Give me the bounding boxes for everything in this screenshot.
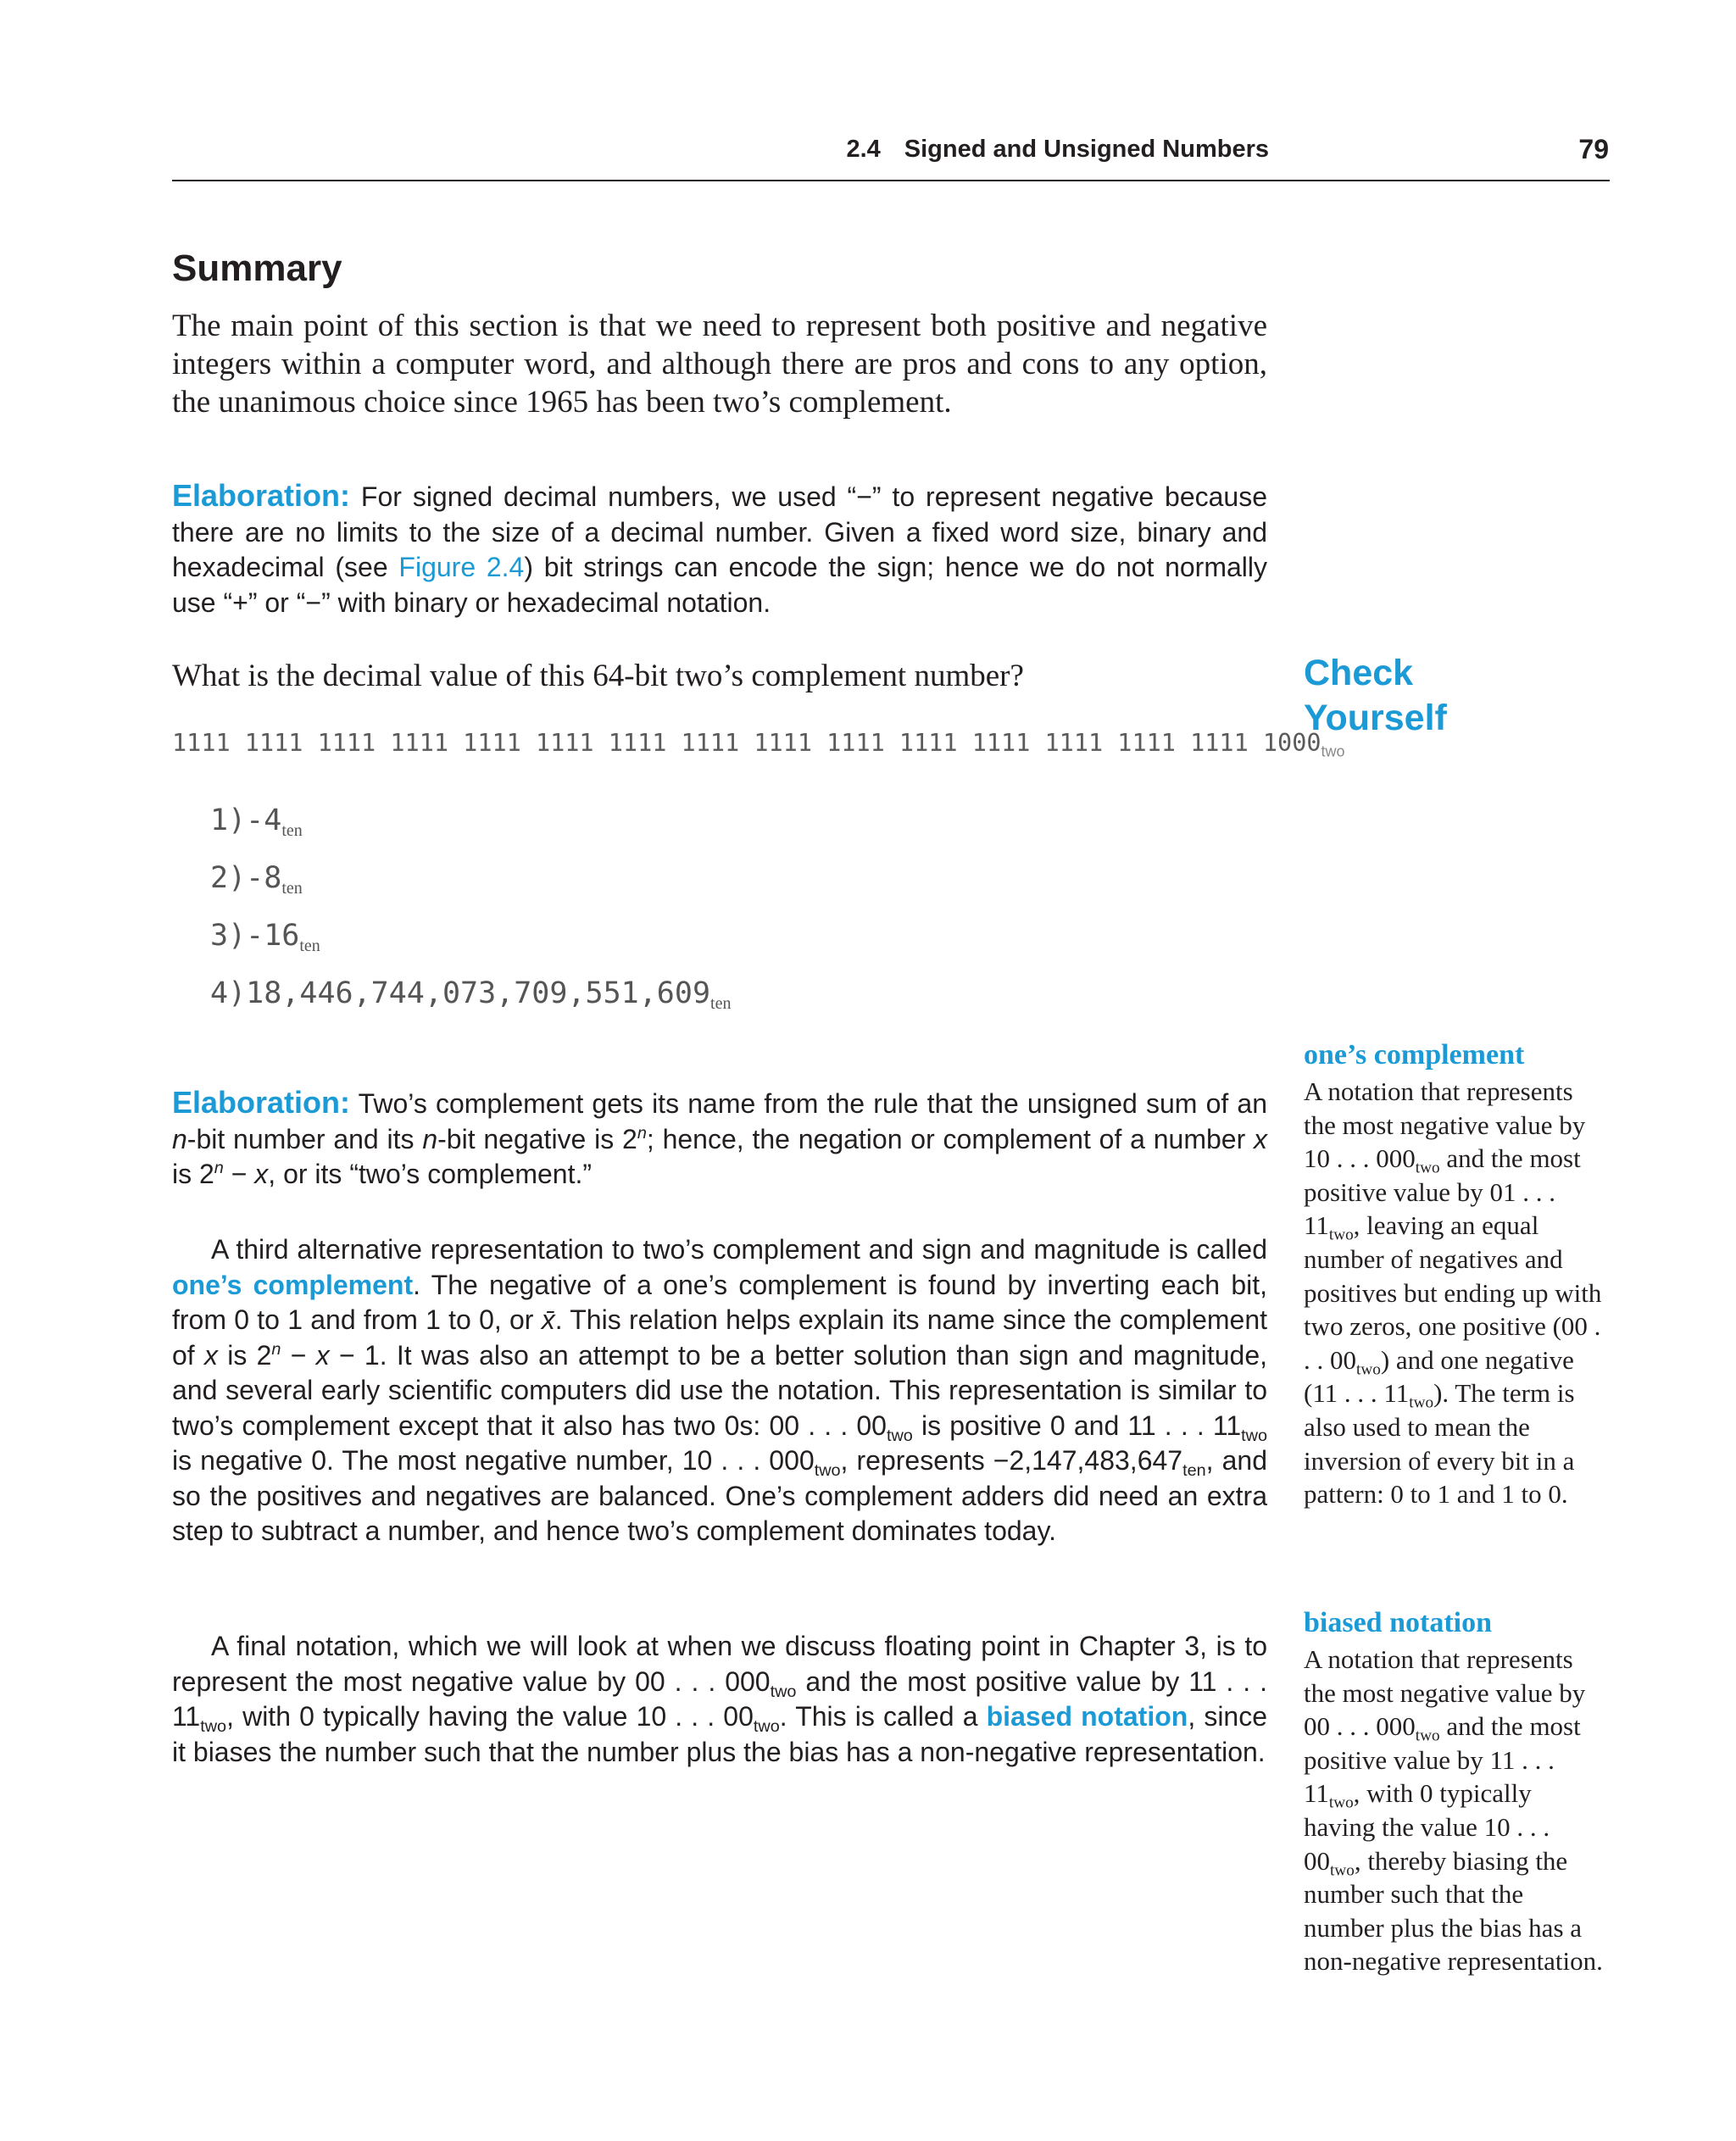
biased-notation-paragraph [172, 1629, 1267, 1770]
base-subscript: two [1409, 1394, 1434, 1413]
var-n: n [172, 1123, 187, 1154]
check-yourself-label [1304, 651, 1447, 741]
sidebar-definition-biased-notation [1304, 1643, 1609, 1978]
answer-option [210, 804, 303, 840]
text-run: , thereby biasing the number such that the number plus the bias has a non-negative representation. [1304, 1845, 1603, 1977]
base-subscript: two [1356, 1360, 1381, 1379]
text-run: ). The term is also used to mean the inversion of every bit in a pattern: 0 to 1 and 1 to 0. [1304, 1378, 1575, 1510]
text-run: . The negative of a one’s complement is found by inverting each bit, from 0 to 1 and from 1 to 0, or [172, 1269, 1268, 1335]
var-n: n [214, 1159, 224, 1178]
text-run: is 2 [217, 1339, 272, 1371]
base-subscript: two [1330, 1861, 1355, 1880]
base-subscript: ten [1182, 1460, 1206, 1480]
var-x: x [315, 1339, 330, 1371]
term-ones-complement: one’s complement [172, 1269, 414, 1300]
option-value: -4 [246, 804, 282, 837]
var-n: n [422, 1123, 438, 1154]
text-run: and the most positive value by 01 . . . 11 [1304, 1143, 1581, 1241]
term-biased-notation: biased notation [986, 1701, 1188, 1732]
check-label-line: Check [1304, 653, 1414, 693]
option-number: 2) [210, 861, 247, 895]
base-subscript: two [1321, 742, 1345, 760]
text-run: A third alternative representation to two’s complement and sign and magnitude is called [211, 1234, 1267, 1265]
var-xbar: x̄ [541, 1304, 555, 1335]
base-subscript: two [200, 1716, 227, 1736]
figure-link[interactable]: Figure 2.4 [398, 552, 525, 582]
text-run: A final notation, which we will look at when we discuss floating point in Chapter 3, is to represent the most negative value by 00 . . . 000 [172, 1631, 1267, 1697]
base-subscript: two [1328, 1226, 1354, 1245]
var-n: n [637, 1123, 647, 1143]
text-run: , represents −2,147,483,647 [840, 1445, 1183, 1476]
base-subscript: two [886, 1426, 913, 1445]
option-value: -8 [246, 861, 282, 895]
answer-option [210, 919, 320, 953]
sidebar-term-ones-complement: one’s complement [1304, 1039, 1525, 1070]
text-run: is 2 [172, 1159, 214, 1189]
summary-paragraph: The main point of this section is that we need to represent both positive and negative integers within a computer word, and although there are pros and cons to any option, the unanimous choice since 1965 has been two’s complement. [172, 309, 1267, 420]
page-number: 79 [1578, 134, 1609, 164]
var-x: x [1254, 1123, 1268, 1154]
sidebar-term-biased-notation: biased notation [1304, 1607, 1492, 1638]
elaboration-paragraph-2 [172, 1085, 1267, 1193]
elaboration-label: Elaboration: [172, 478, 351, 513]
summary-heading: Summary [172, 247, 342, 289]
base-subscript: ten [281, 821, 303, 840]
base-subscript: ten [710, 994, 732, 1013]
text-run: ; hence, the negation or complement of a number [646, 1123, 1255, 1154]
check-question: What is the decimal value of this 64-bit two’s complement number? [172, 659, 1024, 693]
base-subscript: two [1328, 1794, 1354, 1813]
elaboration-paragraph-1 [172, 478, 1267, 620]
elaboration-label: Elaboration: [172, 1085, 351, 1120]
text-run: , with 0 typically having the value 10 . . . 00 [226, 1701, 754, 1732]
running-head [846, 136, 1269, 164]
elaboration-text: For signed decimal numbers, we used “−” to represent negative because there are no limits to the size of a decimal number. Given a fixed word size, binary and hexadecimal (see [172, 481, 1267, 582]
text-run: -bit negative is 2 [437, 1123, 637, 1154]
text-run: , and so the positives and negatives are balanced. One’s complement adders did need an extra step to subtract a number, and hence two’s complement dominates today. [172, 1445, 1268, 1546]
answer-option [210, 861, 303, 898]
text-run: and the most positive value by 11 . . . 11 [172, 1666, 1268, 1732]
text-run: is positive 0 and 11 . . . 11 [912, 1410, 1242, 1441]
text-run: and the most positive value by 11 . . . 11 [1304, 1711, 1581, 1809]
text-run: A notation that represents the most negative value by 10 . . . 000 [1304, 1076, 1586, 1174]
text-run: , or its “two’s complement.” [268, 1159, 593, 1189]
text-run: ) and one negative (11 . . . 11 [1304, 1344, 1574, 1409]
option-value: -16 [246, 919, 300, 953]
text-run: , leaving an equal number of negatives and positives but ending up with two zeros, one positive (00 . . . 00 [1304, 1210, 1602, 1375]
base-subscript: two [1241, 1426, 1268, 1445]
text-run: , with 0 typically having the value 10 . . . 00 [1304, 1778, 1550, 1876]
base-subscript: two [1415, 1159, 1440, 1177]
option-number: 3) [210, 919, 247, 953]
base-subscript: two [753, 1716, 780, 1736]
var-x: x [203, 1339, 218, 1371]
option-number: 4) [210, 976, 247, 1010]
text-run: − [281, 1339, 316, 1371]
text-run: A notation that represents the most negative value by 00 . . . 000 [1304, 1644, 1586, 1742]
sidebar-definition-ones-complement [1304, 1075, 1609, 1511]
var-n: n [271, 1339, 281, 1359]
check-label-line: Yourself [1304, 698, 1447, 738]
text-run: -bit number and its [186, 1123, 423, 1154]
var-x: x [254, 1159, 269, 1189]
section-title: Signed and Unsigned Numbers [904, 136, 1269, 163]
ones-complement-paragraph [172, 1232, 1267, 1549]
base-subscript: ten [281, 879, 303, 898]
option-number: 1) [210, 804, 247, 837]
text-run: − [223, 1159, 255, 1189]
text-run: , since it biases the number such that the number plus the bias has a non-negative representation. [172, 1701, 1268, 1767]
text-run: Two’s complement gets its name from the rule that the unsigned sum of an [350, 1088, 1267, 1119]
answer-option [210, 976, 732, 1013]
section-number: 2.4 [846, 136, 881, 163]
text-run: − 1. It was also an attempt to be a better solution than sign and magnitude, and several early scientific computers did use the notation. This representation is similar to two’s complement except that it also has two 0s: 00 . . . 00 [172, 1339, 1268, 1441]
binary-number [172, 729, 1345, 760]
text-run: is negative 0. The most negative number, 10 . . . 000 [172, 1445, 815, 1476]
option-value: 18,446,744,073,709,551,609 [246, 976, 711, 1010]
text-run: . This is called a [779, 1701, 987, 1732]
base-subscript: ten [299, 937, 320, 955]
base-subscript: two [1415, 1727, 1440, 1745]
base-subscript: two [770, 1682, 797, 1701]
binary-digits: 1111 1111 1111 1111 1111 1111 1111 1111 1111 1111 1111 1111 1111 1111 1111 1000 [172, 729, 1321, 757]
text-run: . This relation helps explain its name since the complement of [172, 1304, 1268, 1371]
base-subscript: two [814, 1460, 841, 1480]
elaboration-text: ) bit strings can encode the sign; hence we do not normally use “+” or “−” with binary or hexadecimal notation. [172, 552, 1268, 618]
header-rule [172, 180, 1610, 181]
